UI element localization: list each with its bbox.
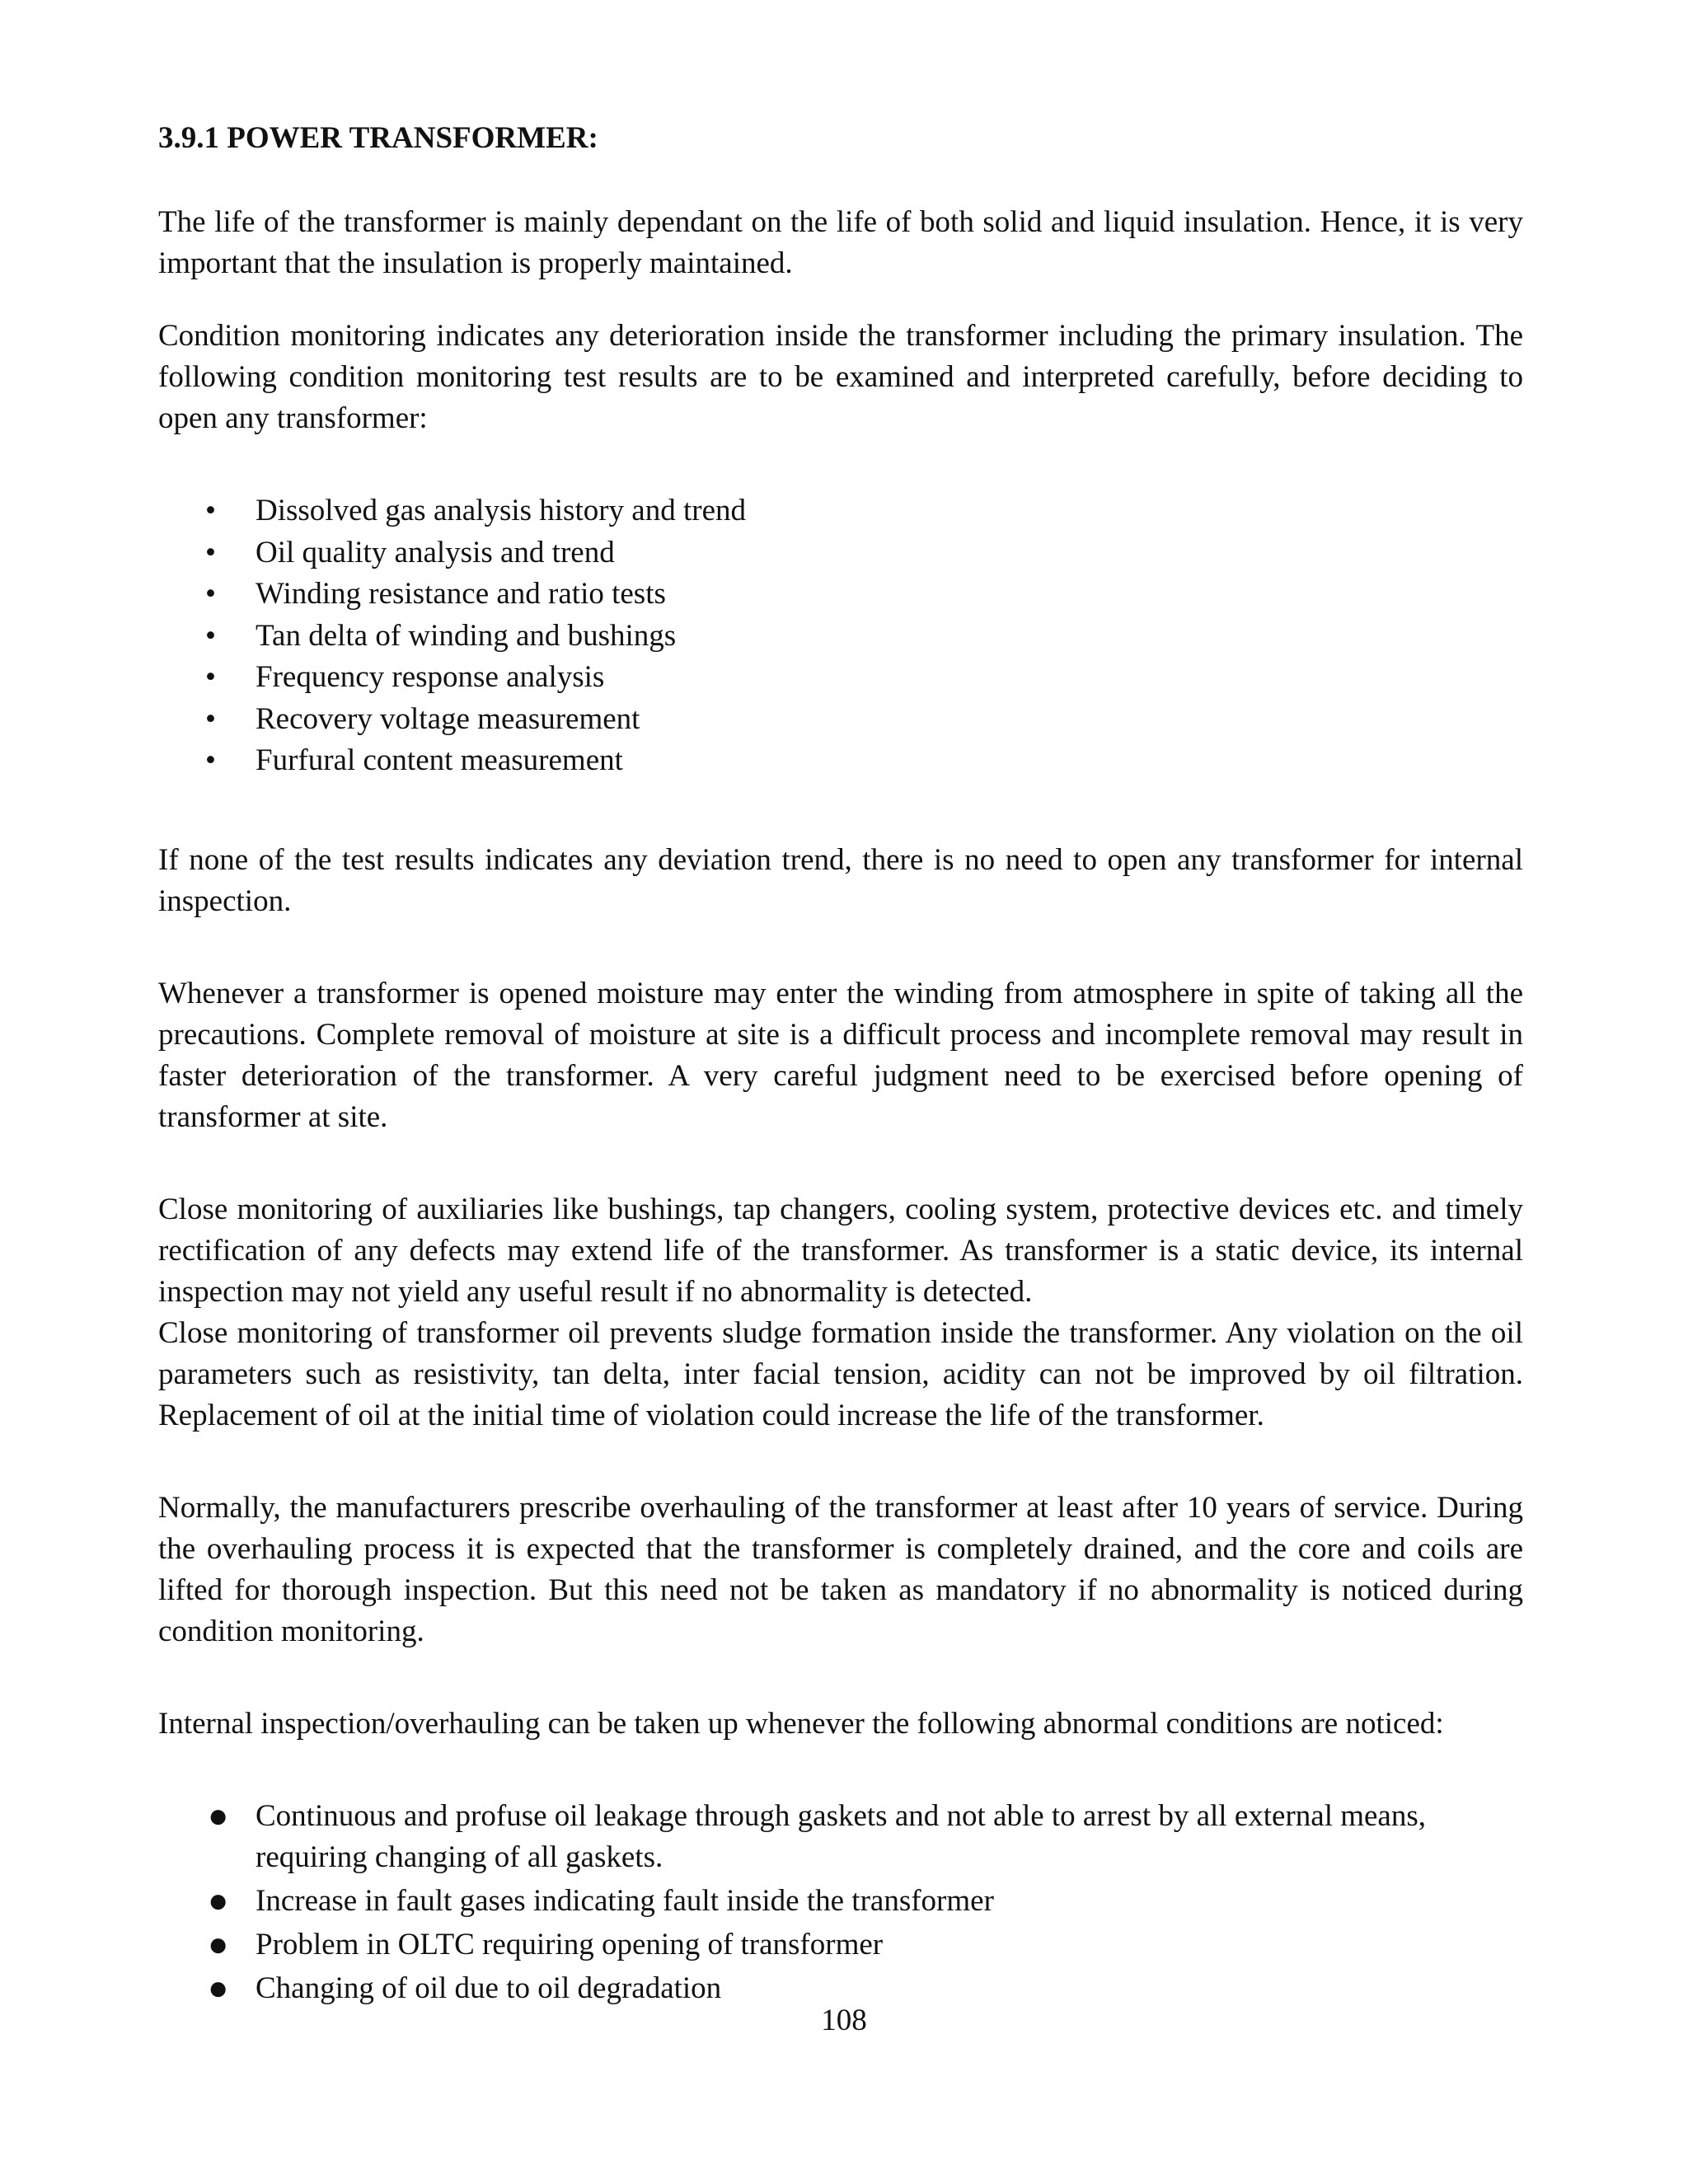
list-item: ● Problem in OLTC requiring opening of transformer <box>208 1925 884 1964</box>
abnormal-conditions-list <box>158 1796 1523 2009</box>
bullet: • <box>205 535 216 569</box>
list-item: ● Changing of oil due to oil degradation <box>208 1969 722 2008</box>
bullet: • <box>205 743 216 777</box>
test-results-list <box>158 490 1523 782</box>
list-item: ● Increase in fault gases indicating fault inside the transformer <box>208 1882 994 1920</box>
paragraph-abnormal-conditions: Internal inspection/overhauling can be taken up whenever the following abnormal conditions are noticed: <box>158 1706 1444 1741</box>
bullet: ● <box>208 1925 229 1964</box>
paragraph-no-deviation: If none of the test results indicates any deviation trend, there is no need to open any transformer for internal inspection. <box>158 842 1523 918</box>
section-heading: 3.9.1 POWER TRANSFORMER: <box>158 121 598 155</box>
bullet: • <box>205 701 216 736</box>
bullet: ● <box>208 1969 229 2008</box>
list-item: • Oil quality analysis and trend <box>158 532 1523 574</box>
paragraph-moisture: Whenever a transformer is opened moisture may enter the winding from atmosphere in spite of taking all the precautions. Complete removal of moisture at site is a difficult process and incomplete removal may result in faster deterioration of the transformer. A very careful judgment need to be exercised before opening of transformer at site. <box>158 976 1523 1134</box>
paragraph-overhauling: Normally, the manufacturers prescribe overhauling of the transformer at least after 10 years of service. During the overhauling process it is expected that the transformer is completely drained, and the core and coils are lifted for thorough inspection. But this need not be taken as mandatory if no abnormality is noticed during condition monitoring. <box>158 1490 1523 1648</box>
paragraph-auxiliaries: Close monitoring of auxiliaries like bushings, tap changers, cooling system, protective devices etc. and timely rectification of any defects may extend life of the transformer. As transformer is a static device, its internal inspection may not yield any useful result if no abnormality is detected. <box>158 1192 1523 1309</box>
page-number: 108 <box>821 2004 867 2037</box>
list-item: • Recovery voltage measurement <box>158 699 1523 741</box>
bullet: • <box>205 660 216 694</box>
list-item: • Dissolved gas analysis history and trend <box>158 490 1523 532</box>
document-page <box>158 120 1523 2012</box>
bullet: • <box>205 577 216 611</box>
paragraph-insulation-life: The life of the transformer is mainly dependant on the life of both solid and liquid insulation. Hence, it is very important that the insulation is properly maintained. <box>158 205 1523 280</box>
bullet: ● <box>208 1882 229 1920</box>
list-item: • Furfural content measurement <box>158 740 1523 782</box>
bullet: • <box>205 618 216 653</box>
list-item: • Frequency response analysis <box>158 657 1523 699</box>
bullet: • <box>205 494 216 527</box>
list-item: • Winding resistance and ratio tests <box>158 574 1523 616</box>
paragraph-condition-monitoring: Condition monitoring indicates any deterioration inside the transformer including the primary insulation. The following condition monitoring test results are to be examined and interpreted carefully, before deciding to open any transformer: <box>158 319 1523 435</box>
bullet: ● <box>208 1797 229 1835</box>
paragraph-oil-monitoring: Close monitoring of transformer oil prevents sludge formation inside the transformer. Any violation on the oil parameters such as resistivity, tan delta, inter facial tension, acidity can not be improved by oil filtration. Replacement of oil at the initial time of violation could increase the life of the transformer. <box>158 1315 1523 1432</box>
list-item: • Tan delta of winding and bushings <box>158 616 1523 658</box>
list-item: ● Continuous and profuse oil leakage through gaskets and not able to arrest by all external means, requiring changing of all gaskets. <box>208 1797 1427 1874</box>
